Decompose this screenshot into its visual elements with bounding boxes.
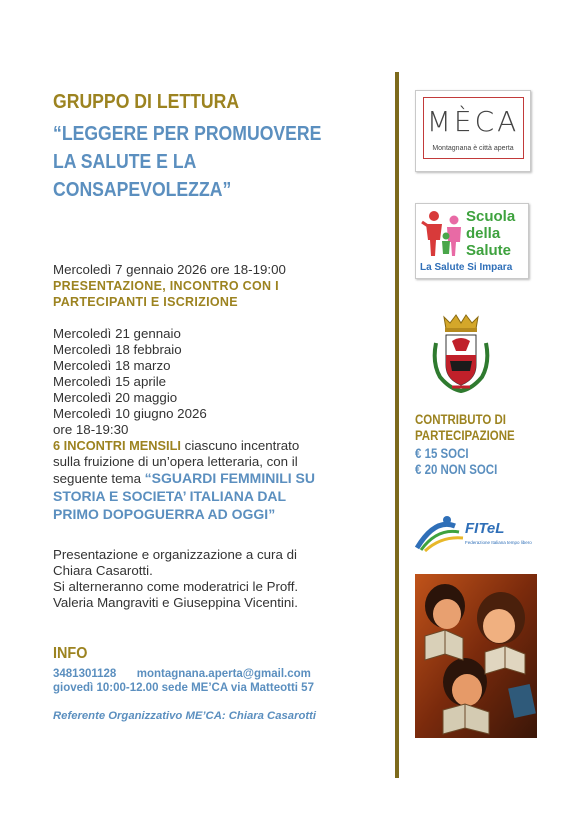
contribution-heading — [415, 412, 515, 444]
info-contacts — [53, 667, 311, 681]
intro-heading-2: PARTECIPANTI E ISCRIZIONE — [53, 295, 238, 309]
date-item: Mercoledì 15 aprile — [53, 374, 167, 389]
organization-line-1: Presentazione e organizzazione a cura di — [53, 547, 297, 562]
dates-list — [53, 326, 207, 438]
fitel-logo — [415, 514, 532, 556]
price-soci: € 15 SOCI — [415, 446, 469, 461]
organization-line-2: Chiara Casarotti. — [53, 563, 153, 578]
info-phone[interactable]: 3481301128 — [53, 668, 117, 680]
organization-block — [53, 547, 298, 611]
meca-logo-text: MÈCA — [426, 105, 520, 138]
scuola-title — [466, 208, 515, 259]
scuola-word-2: della — [466, 225, 501, 242]
description-rest: ciascuno incentrato — [180, 438, 300, 453]
meca-tagline: Montagnana è città aperta — [432, 145, 514, 152]
scuola-word-1: Scuola — [466, 208, 516, 225]
price-non-soci: € 20 NON SOCI — [415, 462, 498, 477]
theme-line-2: STORIA E SOCIETA’ ITALIANA DAL — [53, 488, 287, 504]
date-item: Mercoledì 18 febbraio — [53, 342, 182, 357]
scuola-tagline: La Salute Si Impara — [420, 262, 513, 273]
referent-line: Referente Organizzativo ME’CA: Chiara Casarotti — [53, 710, 317, 722]
scuola-salute-logo — [415, 203, 529, 279]
date-item: Mercoledì 21 gennaio — [53, 326, 181, 341]
description-block — [53, 438, 373, 523]
scuola-word-3: Salute — [466, 242, 512, 259]
description-line-3: seguente tema — [53, 471, 145, 486]
scuola-figures-icon — [420, 208, 468, 260]
title-line-2: “LEGGERE PER PROMUOVERE — [53, 122, 322, 145]
contribution-line-2: PARTECIPAZIONE — [415, 428, 515, 443]
time-item: ore 18-19:30 — [53, 422, 129, 437]
intro-heading-1: PRESENTAZIONE, INCONTRO CON I — [53, 279, 279, 293]
fitel-swoosh-icon — [415, 514, 471, 552]
contribution-prices — [415, 446, 497, 478]
description-line-2: sulla fruizione di un’opera letteraria, con il — [53, 454, 298, 469]
title-line-1: GRUPPO DI LETTURA — [53, 90, 240, 113]
intro-block — [53, 262, 286, 310]
info-email[interactable]: montagnana.aperta@gmail.com — [136, 668, 311, 680]
meca-logo — [415, 90, 531, 172]
organization-line-3: Si alterneranno come moderatrici le Proff. — [53, 579, 299, 594]
reading-illustration — [415, 574, 537, 738]
intro-date: Mercoledì 7 gennaio 2026 ore 18-19:00 — [53, 262, 286, 277]
fitel-text: FITeL — [465, 520, 505, 537]
theme-line-1: “SGUARDI FEMMINILI SU — [144, 470, 316, 486]
title-quote — [53, 120, 328, 204]
contribution-line-1: CONTRIBUTO DI — [415, 412, 506, 427]
fitel-tagline: Federazione Italiana tempo libero — [465, 540, 532, 545]
date-item: Mercoledì 18 marzo — [53, 358, 171, 373]
date-item: Mercoledì 20 maggio — [53, 390, 178, 405]
vertical-divider — [395, 72, 399, 778]
description-highlight: 6 INCONTRI MENSILI — [53, 438, 181, 453]
info-hours: giovedì 10:00-12.00 sede ME’CA via Matteotti 57 — [53, 682, 314, 694]
date-item: Mercoledì 10 giugno 2026 — [53, 406, 207, 421]
theme-line-3: PRIMO DOPOGUERRA AD OGGI” — [53, 506, 276, 522]
title-line-3: LA SALUTE E LA — [53, 150, 197, 173]
title-line-4: CONSAPEVOLEZZA” — [53, 178, 232, 201]
info-heading: INFO — [53, 645, 88, 662]
organization-line-4: Valeria Mangraviti e Giuseppina Vicentini. — [53, 595, 298, 610]
coat-of-arms-icon — [430, 313, 492, 395]
